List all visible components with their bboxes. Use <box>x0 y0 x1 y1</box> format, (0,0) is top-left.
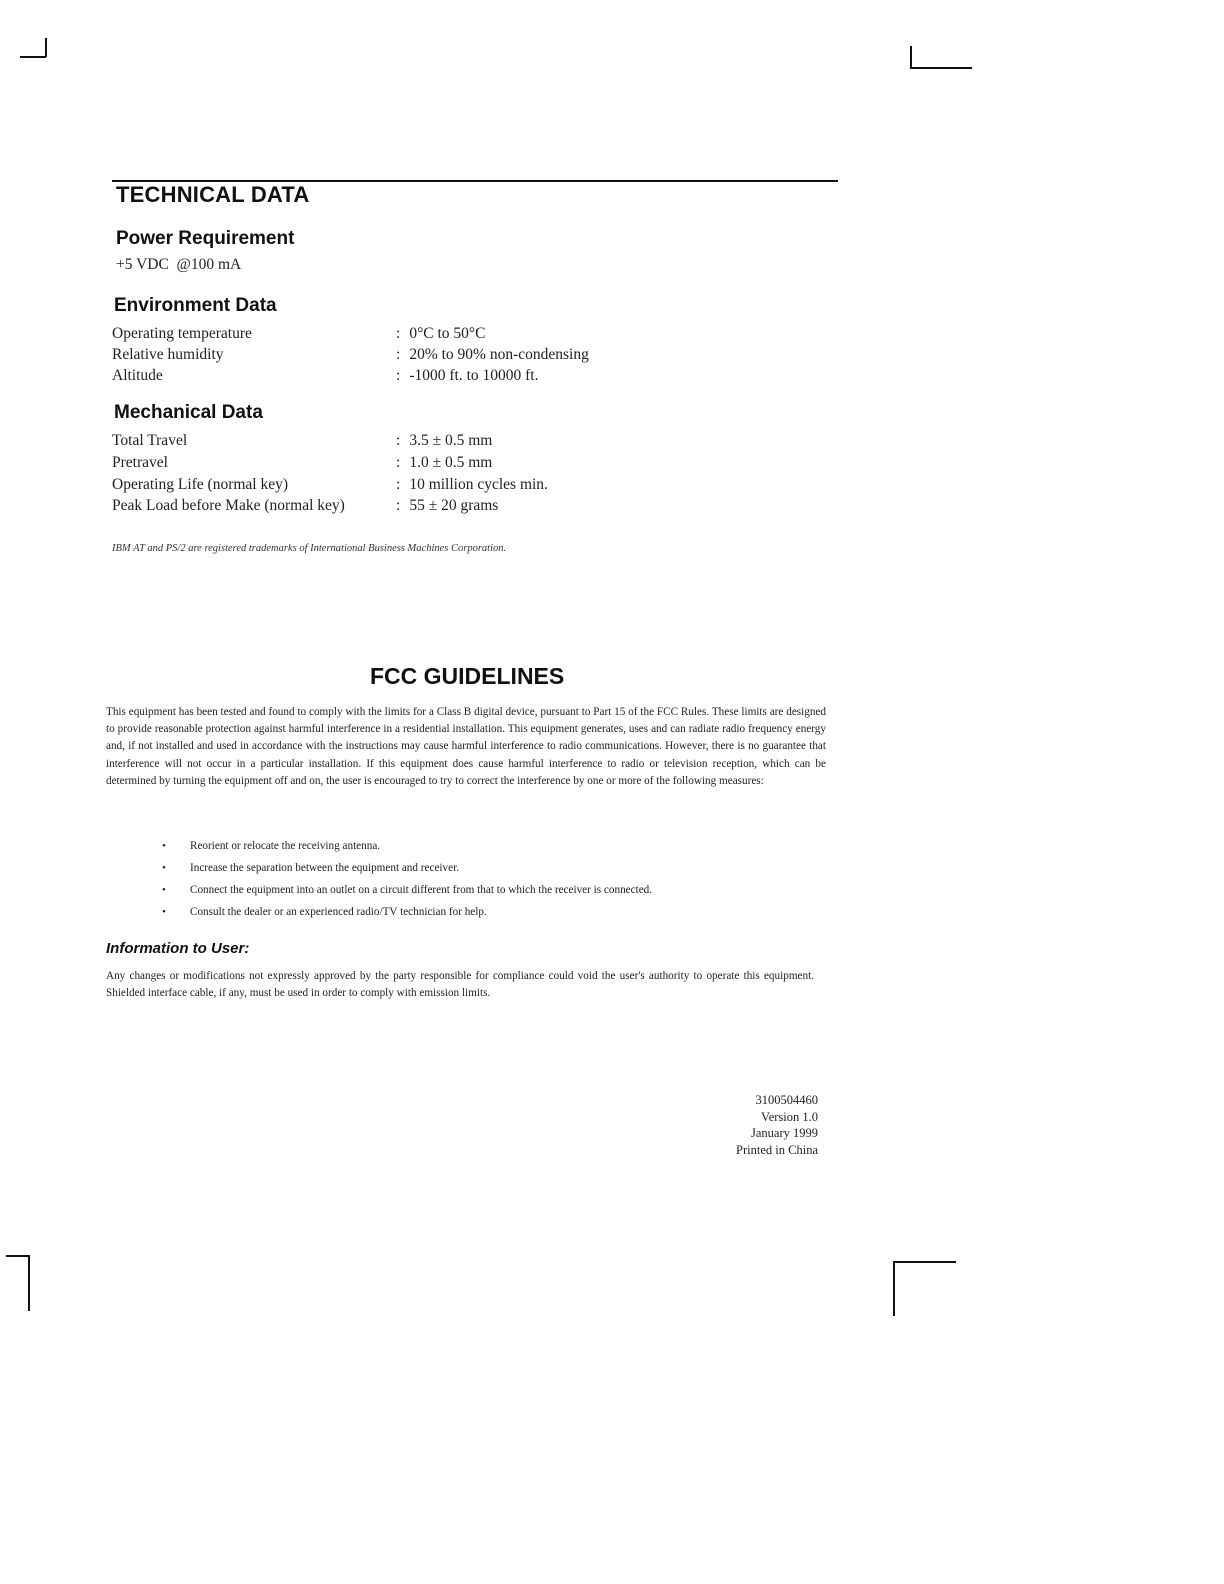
mechanical-row-value: : 10 million cycles min. <box>396 476 548 494</box>
fcc-paragraph: This equipment has been tested and found to comply with the limits for a Class B digital device, pursuant to Part 15 of the FCC Rules. These limits are designed to provide reasonable protection against harmful interference in a residential installation. This equipment generates, uses and can radiate radio frequency energy and, if not installed and used in accordance with the instructions may cause harmful interference to radio communications. However, there is no guarantee that interference will not occur in a particular installation. If this equipment does cause harmful interference to radio or television reception, which can be determined by turning the equipment off and on, the user is encouraged to try to correct the interference by one or more of the following measures: <box>106 706 826 787</box>
crop-mark-bottom-left-vertical <box>28 1255 30 1311</box>
part-number: 3100504460 <box>755 1093 818 1107</box>
list-item: • Connect the equipment into an outlet on a circuit different from that to which the receiver is connected. <box>162 882 652 904</box>
mechanical-row-label: Pretravel <box>112 454 168 471</box>
list-item: • Reorient or relocate the receiving antenna. <box>162 838 652 860</box>
crop-mark-top-right-horizontal <box>910 67 972 69</box>
crop-mark-bottom-right-horizontal <box>893 1261 956 1263</box>
crop-mark-top-left-vertical <box>45 38 47 57</box>
mechanical-row <box>112 497 672 519</box>
trademark-note: IBM AT and PS/2 are registered trademarks of International Business Machines Corporation. <box>112 543 507 554</box>
environment-row <box>112 325 672 347</box>
document-footer <box>736 1092 818 1158</box>
mechanical-row-label: Total Travel <box>112 432 188 449</box>
crop-mark-bottom-right-vertical <box>893 1261 895 1316</box>
environment-row-label: Operating temperature <box>112 325 252 342</box>
environment-row-value: : -1000 ft. to 10000 ft. <box>396 367 538 385</box>
crop-mark-top-left-horizontal <box>20 56 46 58</box>
version: Version 1.0 <box>761 1109 818 1124</box>
environment-row-value: : 20% to 90% non-condensing <box>396 346 589 364</box>
environment-row-label: Altitude <box>112 367 163 384</box>
information-to-user-text: Any changes or modifications not expressly approved by the party responsible for compliance could void the user's authority to operate this equipment. Shielded interface cable, if any, must be used in order to comply with emission limits. <box>106 970 814 1000</box>
fcc-title: FCC GUIDELINES <box>370 663 565 689</box>
mechanical-row <box>112 432 672 454</box>
mechanical-row <box>112 454 672 476</box>
fcc-measures-list <box>162 838 652 926</box>
environment-row <box>112 346 672 368</box>
printed-in: Printed in China <box>736 1142 818 1157</box>
power-requirement-heading: Power Requirement <box>116 228 295 249</box>
mechanical-row-value: : 3.5 ± 0.5 mm <box>396 432 492 450</box>
mechanical-row-value: : 55 ± 20 grams <box>396 497 498 515</box>
mechanical-row-value: : 1.0 ± 0.5 mm <box>396 454 492 472</box>
mechanical-row-label: Operating Life (normal key) <box>112 476 289 493</box>
environment-row-label: Relative humidity <box>112 346 224 363</box>
mechanical-data-heading: Mechanical Data <box>114 402 263 423</box>
mechanical-row-label: Peak Load before Make (normal key) <box>112 497 345 514</box>
environment-data-heading: Environment Data <box>114 295 277 316</box>
environment-row <box>112 367 672 389</box>
mechanical-row <box>112 476 672 498</box>
environment-row-value: : 0°C to 50°C <box>396 325 485 343</box>
crop-mark-bottom-left-horizontal <box>6 1255 29 1257</box>
list-item: • Increase the separation between the equipment and receiver. <box>162 860 652 882</box>
technical-data-title: TECHNICAL DATA <box>116 182 310 207</box>
information-to-user-heading: Information to User: <box>106 940 250 957</box>
list-item: • Consult the dealer or an experienced radio/TV technician for help. <box>162 904 652 926</box>
crop-mark-top-right-vertical <box>910 46 912 68</box>
power-requirement-value: +5 VDC @100 mA <box>116 256 242 273</box>
date: January 1999 <box>751 1126 818 1140</box>
